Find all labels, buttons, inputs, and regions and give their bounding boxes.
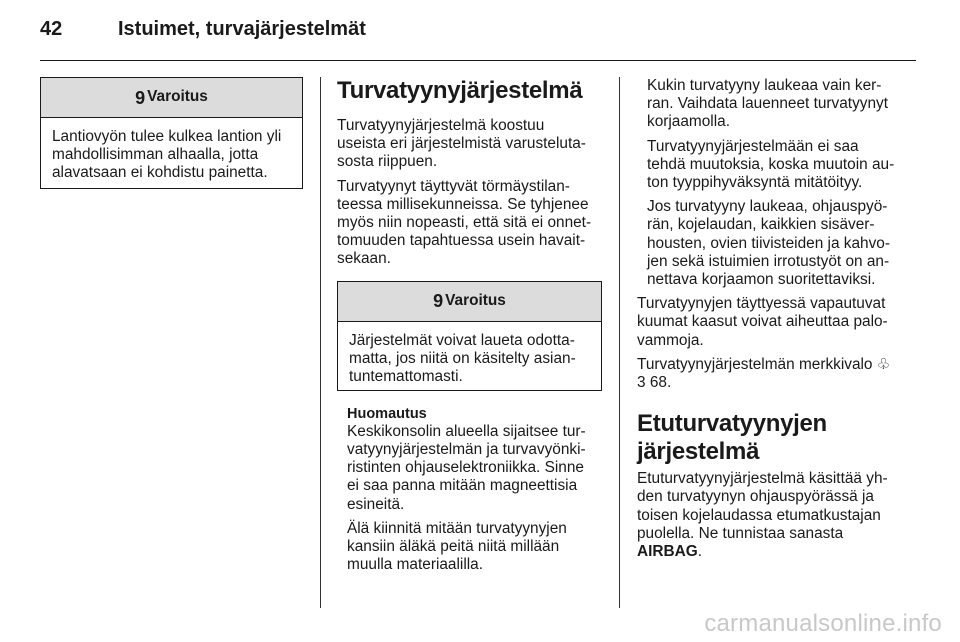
text-line: Älä kiinnitä mitään turvatyynyjen bbox=[347, 519, 567, 537]
warning-body bbox=[338, 322, 601, 396]
text-line: nettava korjaamon suoritettaviksi. bbox=[647, 271, 876, 289]
section-title: Turvatyynyjärjestelmä bbox=[337, 77, 583, 104]
text-line: muulla materiaalilla. bbox=[347, 556, 484, 574]
text-line: alavatsaan ei kohdistu painetta. bbox=[52, 164, 268, 182]
text-line: tomuuden tapahtuessa usein havait- bbox=[337, 232, 586, 250]
column-3 bbox=[637, 77, 916, 561]
text-line: ton tyyppihyväksyntä mitätöityy. bbox=[647, 174, 863, 192]
text-line: Etuturvatyynyjärjestelmä käsittää yh- bbox=[637, 470, 888, 488]
note-title: Huomautus bbox=[347, 405, 427, 422]
text-line: tuntemattomasti. bbox=[349, 368, 463, 386]
note-paragraph bbox=[347, 520, 602, 575]
text-line: teessa millisekunneissa. Se tyhjenee bbox=[337, 195, 589, 213]
text-span: . bbox=[697, 543, 702, 561]
text-line: kuumat kaasut voivat aiheuttaa palo- bbox=[637, 313, 888, 331]
warning-triangle-icon: 9 bbox=[433, 291, 444, 312]
section-title bbox=[637, 410, 916, 466]
warning-header bbox=[41, 78, 302, 118]
section-title-line: Etuturvatyynyjen bbox=[637, 410, 827, 438]
page-number: 42 bbox=[40, 18, 63, 40]
text-line: Turvatyynyjen täyttyessä vapautuvat bbox=[637, 295, 886, 313]
text-line: Turvatyynyt täyttyvät törmäystilan- bbox=[337, 177, 570, 195]
warning-header bbox=[338, 282, 601, 322]
text-line: Turvatyynyjärjestelmään ei saa bbox=[647, 137, 859, 155]
text-span: Turvatyynyjärjestelmän merkkivalo bbox=[637, 355, 873, 373]
text-line: matta, jos niitä on käsitelty asian- bbox=[349, 349, 576, 367]
paragraph bbox=[637, 198, 916, 289]
text-line: vatyynyjärjestelmän ja turvavyönki- bbox=[347, 441, 586, 459]
text-line: esineitä. bbox=[347, 495, 405, 513]
text-line: housten, ovien tiivisteiden ja kahvo- bbox=[647, 234, 890, 252]
column-divider bbox=[320, 77, 321, 608]
text-line: vammoja. bbox=[637, 331, 704, 349]
text-line: myös niin nopeasti, että sitä ei onnet- bbox=[337, 214, 592, 232]
page-reference[interactable] bbox=[637, 374, 916, 392]
column-1 bbox=[40, 77, 303, 189]
paragraph bbox=[637, 356, 916, 392]
text-line: ran. Vaihdata lauenneet turvatyynyt bbox=[647, 95, 888, 113]
warning-title: Varoitus bbox=[147, 88, 208, 106]
warning-box bbox=[40, 77, 303, 189]
text-line: kansiin äläkä peitä niitä millään bbox=[347, 538, 560, 556]
note-paragraph bbox=[347, 423, 602, 514]
warning-body bbox=[41, 118, 302, 192]
text-line: Turvatyynyjärjestelmä koostuu bbox=[337, 117, 545, 134]
text-line: korjaamolla. bbox=[647, 113, 730, 131]
text-line: toisen kojelaudassa etumatkustajan bbox=[637, 506, 881, 524]
column-2 bbox=[337, 77, 602, 574]
text-line: Lantiovyön tulee kulkea lantion yli bbox=[52, 128, 282, 145]
section-title-line: järjestelmä bbox=[637, 438, 760, 466]
text-line: Kukin turvatyyny laukeaa vain ker- bbox=[647, 77, 882, 94]
text-line: rän, kojelaudan, kaikkien sisäver- bbox=[647, 216, 875, 234]
paragraph bbox=[337, 117, 602, 172]
text-line: den turvatyynyn ohjauspyörässä ja bbox=[637, 488, 874, 506]
text-line: tehdä muutoksia, koska muutoin au- bbox=[647, 155, 895, 173]
text-line: useista eri järjestelmistä varusteluta- bbox=[337, 135, 586, 153]
text-line: Järjestelmät voivat laueta odotta- bbox=[349, 331, 575, 349]
text-line: Jos turvatyyny laukeaa, ohjauspyö- bbox=[647, 198, 888, 216]
text-line: puolella. Ne tunnistaa sanasta bbox=[637, 524, 844, 542]
text-line: sosta riippuen. bbox=[337, 153, 438, 171]
text-line: Keskikonsolin alueella sijaitsee tur- bbox=[347, 422, 586, 440]
warning-box bbox=[337, 281, 602, 391]
text-line: sekaan. bbox=[337, 250, 391, 268]
warning-triangle-icon: 9 bbox=[135, 87, 146, 108]
warning-title: Varoitus bbox=[445, 292, 506, 310]
reference-arrow-icon: 3 bbox=[637, 374, 646, 392]
note bbox=[347, 405, 602, 575]
text-line bbox=[637, 543, 916, 561]
reference-page: 68. bbox=[649, 374, 672, 392]
text-line: jen sekä istuimien irrotustyöt on an- bbox=[647, 252, 890, 270]
page-title: Istuimet, turvajärjestelmät bbox=[118, 18, 366, 40]
text-line bbox=[637, 356, 916, 374]
airbag-keyword: AIRBAG bbox=[637, 543, 698, 561]
text-line: ristinten ohjauselektroniikka. Sinne bbox=[347, 459, 584, 477]
paragraph bbox=[637, 77, 916, 132]
paragraph bbox=[637, 295, 916, 350]
paragraph bbox=[637, 138, 916, 193]
paragraph bbox=[637, 470, 916, 561]
column-divider bbox=[619, 77, 620, 608]
text-line: ei saa panna mitään magneettisia bbox=[347, 477, 578, 495]
header-rule bbox=[40, 60, 916, 61]
text-line: mahdollisimman alhaalla, jotta bbox=[52, 146, 259, 164]
watermark: carmanualsonline.info bbox=[704, 610, 942, 637]
paragraph bbox=[337, 178, 602, 269]
airbag-warning-icon: ♧ bbox=[876, 355, 891, 373]
